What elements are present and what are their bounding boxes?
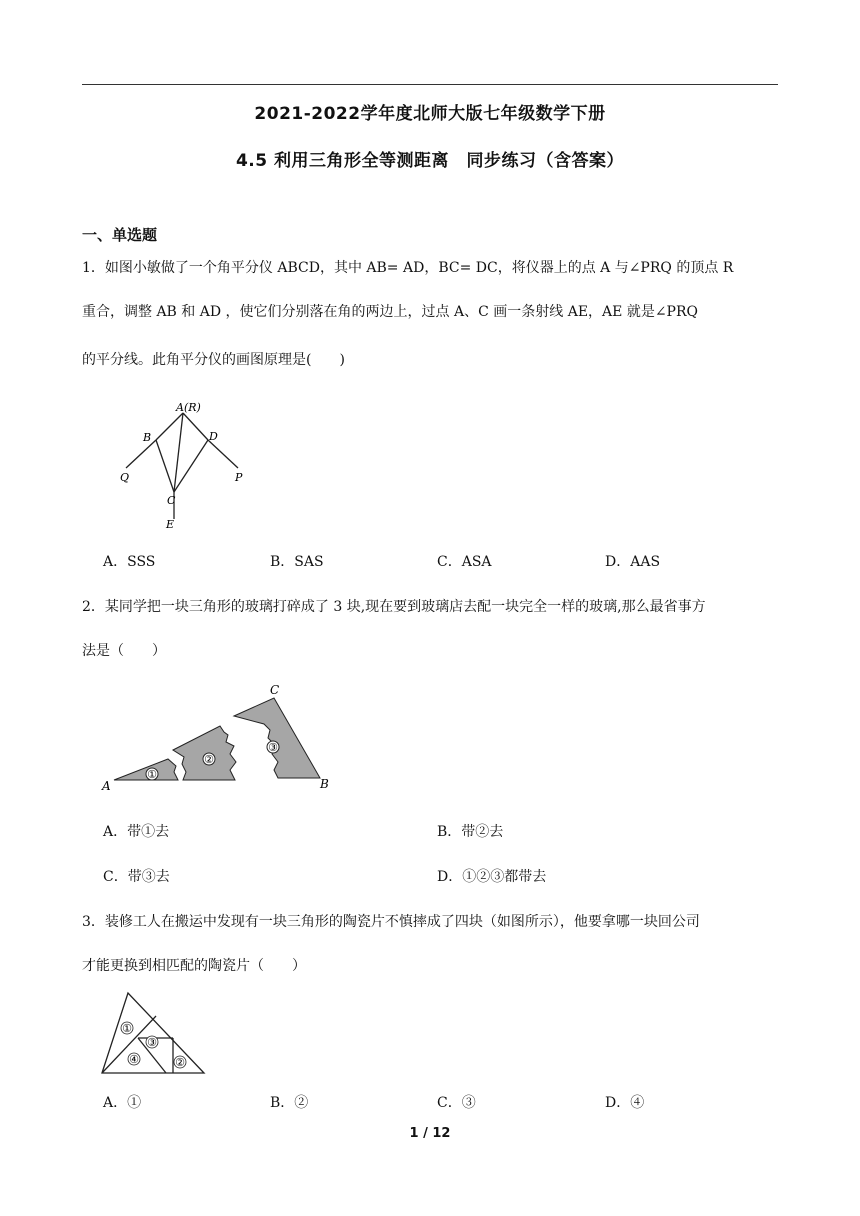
q3-option-d[interactable]: D．④ [605,1095,645,1111]
label-q: Q [120,471,130,484]
document-subtitle: 4.5 利用三角形全等测距离 同步练习（含答案） [235,151,625,171]
question-3-line-2: 才能更换到相匹配的陶瓷片（ ） [82,958,306,974]
tile-piece-2-label: ② [175,1056,185,1069]
label-d: D [209,430,218,443]
piece-1-label: ① [147,768,157,781]
q1-option-b[interactable]: B．SAS [270,554,324,570]
page-number: 1 / 12 [409,1126,451,1141]
vertex-c-label: C [270,683,280,697]
label-a-r: A(R) [176,401,201,414]
piece-3-label: ③ [268,741,278,754]
question-1-line-1: 1．如图小敏做了一个角平分仪 ABCD，其中 AB= AD，BC= DC，将仪器上的点 A 与∠PRQ 的顶点 R [82,260,734,276]
angle-bisector-figure [110,395,260,535]
label-e: E [166,518,175,531]
question-1-line-3: 的平分线。此角平分仪的画图原理是( ) [82,352,345,368]
q2-option-c[interactable]: C．带③去 [103,869,170,885]
label-c: C [167,494,176,507]
section-heading: 一、单选题 [82,226,158,244]
q3-option-a[interactable]: A．① [103,1095,142,1111]
vertex-b-label: B [320,777,329,791]
question-2-line-1: 2．某同学把一块三角形的玻璃打碎成了 3 块,现在要到玻璃店去配一块完全一样的玻璃,那么最省事方 [82,599,706,615]
label-b: B [143,431,152,444]
question-1-line-2: 重合，调整 AB 和 AD ，使它们分别落在角的两边上，过点 A、C 画一条射线 AE，AE 就是∠PRQ [82,304,698,320]
vertex-a-label: A [102,779,111,793]
broken-glass-figure [98,680,338,795]
q1-option-c[interactable]: C．ASA [437,554,492,570]
label-p: P [235,471,243,484]
tile-piece-4-label: ④ [129,1053,139,1066]
q1-option-d[interactable]: D．AAS [605,554,661,570]
q2-option-a[interactable]: A．带①去 [103,824,170,840]
piece-2-label: ② [204,753,214,766]
q2-option-d[interactable]: D．①②③都带去 [437,869,547,885]
broken-tile-figure [98,990,208,1076]
q1-option-a[interactable]: A．SSS [103,554,156,570]
q3-option-c[interactable]: C．③ [437,1095,476,1111]
question-2-line-2: 法是（ ） [82,643,166,659]
q2-option-b[interactable]: B．带②去 [437,824,504,840]
tile-piece-1-label: ① [122,1022,132,1035]
question-3-line-1: 3．装修工人在搬运中发现有一块三角形的陶瓷片不慎摔成了四块（如图所示），他要拿哪一块回公司 [82,914,700,930]
document-title: 2021-2022学年度北师大版七年级数学下册 [254,104,606,124]
header-rule [82,84,778,85]
q3-option-b[interactable]: B．② [270,1095,309,1111]
tile-piece-3-label: ③ [147,1036,157,1049]
